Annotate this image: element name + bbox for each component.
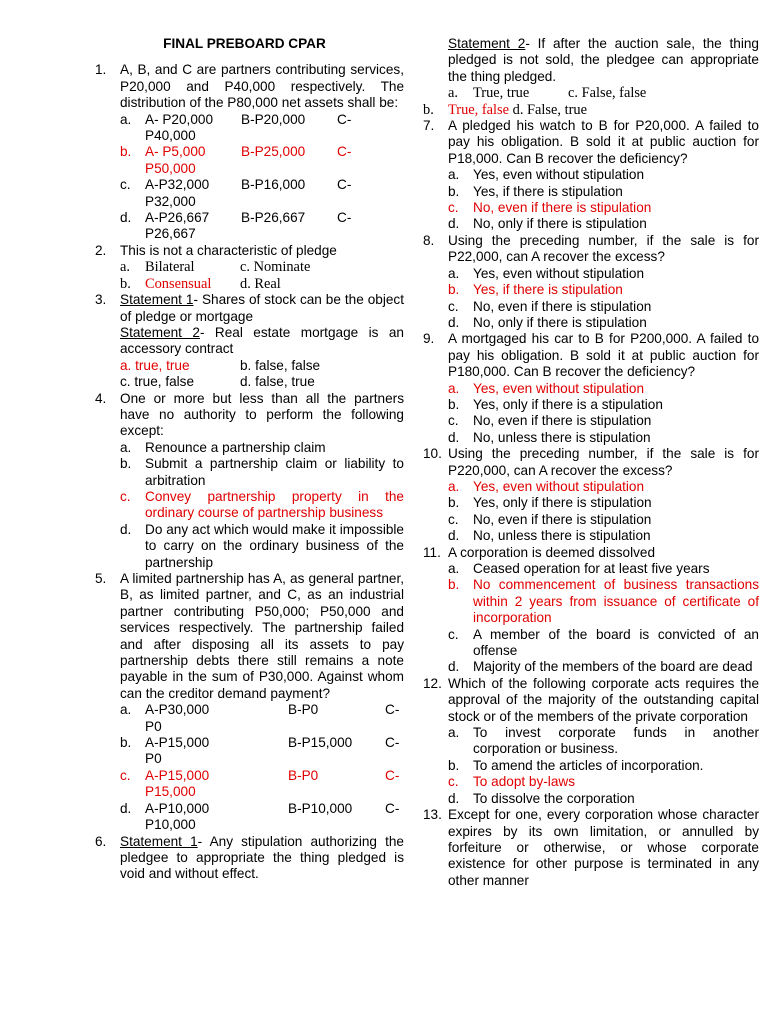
statement-2-text: - Real estate mortgage is an accessory contract [120,324,404,357]
option-letter: c. [448,626,459,642]
question-3-options-row-1 [120,358,404,374]
statement-2-label: Statement 2 [448,36,526,51]
question-13 [423,807,759,889]
option-value-c-cont: P15,000 [145,784,196,800]
option-c [448,413,759,429]
option-value-c: C- [385,735,400,751]
option-b-answer: Consensual [145,275,212,292]
option-value-b: B-P10,000 [288,800,353,816]
question-text: A pledged his watch to B for P20,000. A failed to pay his obligation. B sold it at public auction for P18,000. Can B recover the deficiency? [448,118,759,166]
option-text: To amend the articles of incorporation. [473,757,704,773]
question-text: One or more but less than all the partners have no authority to perform the following except: [120,390,404,439]
option-text: No, unless there is stipulation [473,429,651,445]
option-text: Yes, if there is stipulation [473,183,623,199]
left-column [95,36,404,883]
question-6-options-row-2 [423,102,759,118]
option-a [448,561,759,577]
option-letter: d. [448,216,460,232]
question-3-statement-2 [95,325,404,358]
option-letter: a. [448,167,460,183]
option-text: No, even if there is stipulation [473,200,652,216]
option-text: To dissolve the corporation [473,790,635,806]
question-6-options-row-1 [448,85,759,101]
right-column [423,36,759,889]
option-text: To adopt by-laws [473,774,576,790]
option-letter: b. [448,757,460,773]
question-1-options [95,112,404,243]
option-value-b: B-P25,000 [241,144,306,160]
option-letter: a. [120,259,130,276]
option-letter: c. [448,511,459,527]
option-letter: a. [448,561,460,576]
option-a [448,381,759,397]
option-values [145,801,404,817]
option-b [120,456,404,489]
option-d [448,528,759,544]
option-letter: a. [120,111,132,127]
question-number: 1. [95,62,107,78]
question-number: 8. [423,232,435,248]
option-value-a: A- P20,000 [145,111,214,127]
question-10 [423,446,759,479]
option-text: Submit a partnership claim or liability to arbitration [145,456,404,488]
option-values [145,144,404,160]
option-b [448,577,759,626]
statement-2-text: - If after the auction sale, the thing pledged is not sold, the pledgee can appropriate the thing pledged. [448,36,759,84]
option-d: d. False, true [512,101,587,118]
option-b [448,397,759,413]
option-d [448,791,759,807]
option-c [448,627,759,660]
option-a [120,440,404,456]
option-letter: c. [448,774,459,790]
question-9 [423,331,759,380]
option-c: c. Nominate [240,259,311,276]
option-text: No, even if there is stipulation [473,298,652,314]
option-c [448,299,759,315]
option-letter: d. [120,521,132,537]
option-values [145,177,404,193]
question-3 [95,292,404,325]
option-letter: d. [448,528,460,544]
question-number: 13. [423,807,442,823]
option-letter: a. [448,725,460,741]
question-text: Using the preceding number, if the sale is for P220,000, can A recover the excess? [448,446,759,478]
option-b [120,735,404,768]
option-value-b: B-P26,667 [241,210,306,226]
option-text: No commencement of business transactions within 2 years from issuance of certificate of incorporation [473,577,759,626]
option-value-c-cont: P26,667 [145,226,196,242]
option-value-b: B-P20,000 [241,111,306,127]
option-value-b: B-P0 [288,702,319,718]
option-d: d. false, true [240,374,315,390]
option-text: Renounce a partnership claim [145,439,326,455]
option-d [120,522,404,571]
question-4-options [95,440,404,571]
option-a [120,702,404,735]
statement-2-label: Statement 2 [120,324,200,340]
option-b [448,282,759,298]
option-value-c-cont: P40,000 [145,128,196,144]
option-values [145,112,404,128]
option-d [448,315,759,331]
option-value-b: B-P0 [288,767,319,783]
option-c [448,512,759,528]
option-letter: b. [448,282,460,298]
option-a [448,266,759,282]
option-letter: c. [448,200,459,216]
option-b [448,184,759,200]
question-text: A limited partnership has A, as general partner, B, as limited partner, and C, as an industrial partner contributing P50,000; P50,000 and services respectively. The partnership failed and after disposing all its assets to pay partnership debts there still remains a note payable in the sum of P30,000. Against whom can the creditor demand payment? [120,571,404,701]
option-a [448,479,759,495]
option-value-a: A-P10,000 [145,800,210,816]
option-letter: b. [120,275,131,292]
question-1 [95,62,404,111]
option-d [448,216,759,232]
question-11 [423,545,759,561]
question-12 [423,676,759,725]
question-5 [95,571,404,702]
option-a [120,112,404,145]
option-letter: d. [448,659,460,675]
option-letter: c. [120,767,131,783]
option-text: Yes, even without stipulation [473,265,645,281]
option-d: d. Real [240,275,281,292]
option-values [145,735,404,751]
option-c [120,489,404,522]
statement-1-label: Statement 1 [120,833,198,849]
option-b: b. false, false [240,357,321,373]
option-text: A member of the board is convicted of an offense [473,626,759,659]
question-number: 2. [95,242,107,258]
option-letter: d. [448,790,460,806]
question-number: 3. [95,292,107,308]
option-value-c: C- [337,144,352,160]
question-2 [95,243,404,259]
option-letter: a. [448,265,460,281]
option-letter: b. [120,735,132,751]
option-letter: c. [448,413,459,429]
option-value-a: A-P32,000 [145,177,210,193]
option-text: No, even if there is stipulation [473,413,652,429]
question-number: 5. [95,571,107,586]
option-values [145,210,404,226]
question-number: 9. [423,331,435,347]
option-b [120,144,404,177]
option-letter: a. [448,380,460,396]
right-questions [423,118,759,889]
question-number: 10. [423,446,442,462]
option-b-answer: True, false [448,101,510,118]
option-letter: d. [120,210,132,226]
option-value-a: A- P5,000 [145,144,206,160]
option-letter: b. [120,456,132,472]
question-number: 7. [423,118,435,134]
question-text: A, B, and C are partners contributing services, P20,000 and P40,000 respectively. The distribution of the P80,000 net assets shall be: [120,62,404,111]
option-text: Do any act which would make it impossible to carry on the ordinary business of the partnership [145,521,404,570]
question-7 [423,118,759,167]
option-a [448,167,759,183]
question-number: 4. [95,390,107,406]
option-value-c: C- [337,210,352,226]
option-text: Yes, only if there is a stipulation [473,396,663,412]
option-c: c. true, false [120,374,195,390]
question-2-options-row-1 [120,259,404,275]
option-letter: b. [423,101,434,118]
option-value-c-cont: P50,000 [145,160,196,176]
option-letter: a. [120,439,132,455]
option-text: Ceased operation for at least five years [473,561,710,576]
option-letter: c. [448,298,459,314]
option-text: Yes, even without stipulation [473,167,645,183]
statement-1-text: - Any stipulation authorizing the pledgee to appropriate the thing pledged is void and without effect. [120,833,404,882]
option-letter: b. [120,144,132,160]
option-text: Majority of the members of the board are dead [473,659,753,675]
option-value-c: C- [385,800,400,816]
option-letter: d. [448,429,460,445]
statement-1-text: - Shares of stock can be the object of pledge or mortgage [120,292,404,324]
option-text: Yes, even without stipulation [473,380,645,396]
option-letter: b. [448,183,460,199]
option-text: No, only if there is stipulation [473,314,647,330]
option-values [145,768,404,784]
option-text: Convey partnership property in the ordinary course of partnership business [145,488,404,521]
question-text: Which of the following corporate acts requires the approval of the majority of the outstanding capital stock or of the members of the private corporation [448,675,759,724]
question-number: 11. [423,544,441,560]
statement-1-label: Statement 1 [120,292,194,308]
option-letter: c. [120,488,131,504]
option-text: No, even if there is stipulation [473,511,652,527]
option-value-c-cont: P32,000 [145,193,196,209]
option-value-c: C- [385,767,400,783]
question-text: A corporation is deemed dissolved [448,544,656,560]
option-letter: a. [120,702,132,718]
option-c: c. False, false [568,85,647,102]
option-value-a: A-P26,667 [145,210,210,226]
option-d [448,659,759,675]
option-value-c: C- [337,111,352,127]
question-8 [423,233,759,266]
option-letter: a. [448,85,458,102]
option-value-a: A-P30,000 [145,702,210,718]
option-c [120,768,404,801]
question-5-options [95,702,404,833]
option-text: Yes, if there is stipulation [473,282,623,298]
option-letter: b. [448,495,460,511]
question-text: This is not a characteristic of pledge [120,242,337,258]
option-d [120,801,404,834]
question-6 [95,834,404,883]
question-number: 12. [423,675,442,691]
option-letter: c. [120,177,131,193]
option-value-c-cont: P10,000 [145,817,196,833]
option-text: To invest corporate funds in another corporation or business. [473,725,759,757]
option-c [448,774,759,790]
question-text: A mortgaged his car to B for P200,000. A failed to pay his obligation. B sold it at public auction for P180,000. Can B recover the deficiency? [448,331,759,380]
option-text: No, unless there is stipulation [473,528,651,544]
option-b [448,495,759,511]
option-d [120,210,404,243]
question-text: Using the preceding number, if the sale is for P22,000, can A recover the excess? [448,232,759,265]
option-text: Yes, even without stipulation [473,478,645,494]
option-value-b: B-P16,000 [241,177,306,193]
option-c [120,177,404,210]
option-value-c: C- [337,177,352,193]
question-6-statement-2 [423,36,759,85]
question-text: Except for one, every corporation whose character expires by its own limitation, or annulled by forfeiture or otherwise, or whose corporate existence for other purpose is terminated in any other manner [448,807,759,888]
option-value-a: A-P15,000 [145,767,210,783]
option-value-a: A-P15,000 [145,735,210,751]
question-4 [95,391,404,440]
option-letter: d. [120,800,132,816]
option-value-c: C- [385,702,400,718]
option-value-c-cont: P0 [145,718,162,734]
option-value-b: B-P15,000 [288,735,353,751]
question-number: 6. [95,833,107,849]
option-letter: d. [448,314,460,330]
question-2-options-row-2 [120,276,404,292]
option-letter: a. [448,478,460,494]
option-d [448,430,759,446]
option-a: Bilateral [145,259,195,276]
question-3-options-row-2 [120,374,404,390]
page-title: FINAL PREBOARD CPAR [163,36,326,51]
option-a: True, true [473,85,530,102]
option-letter: b. [448,396,460,412]
option-text: No, only if there is stipulation [473,216,647,232]
option-b [448,758,759,774]
option-value-c-cont: P0 [145,751,162,767]
option-text: Yes, only if there is stipulation [473,495,652,511]
option-c [448,200,759,216]
option-a [448,725,759,758]
option-letter: b. [448,577,460,593]
option-a-answer: a. true, true [120,357,190,373]
option-values [145,702,404,718]
